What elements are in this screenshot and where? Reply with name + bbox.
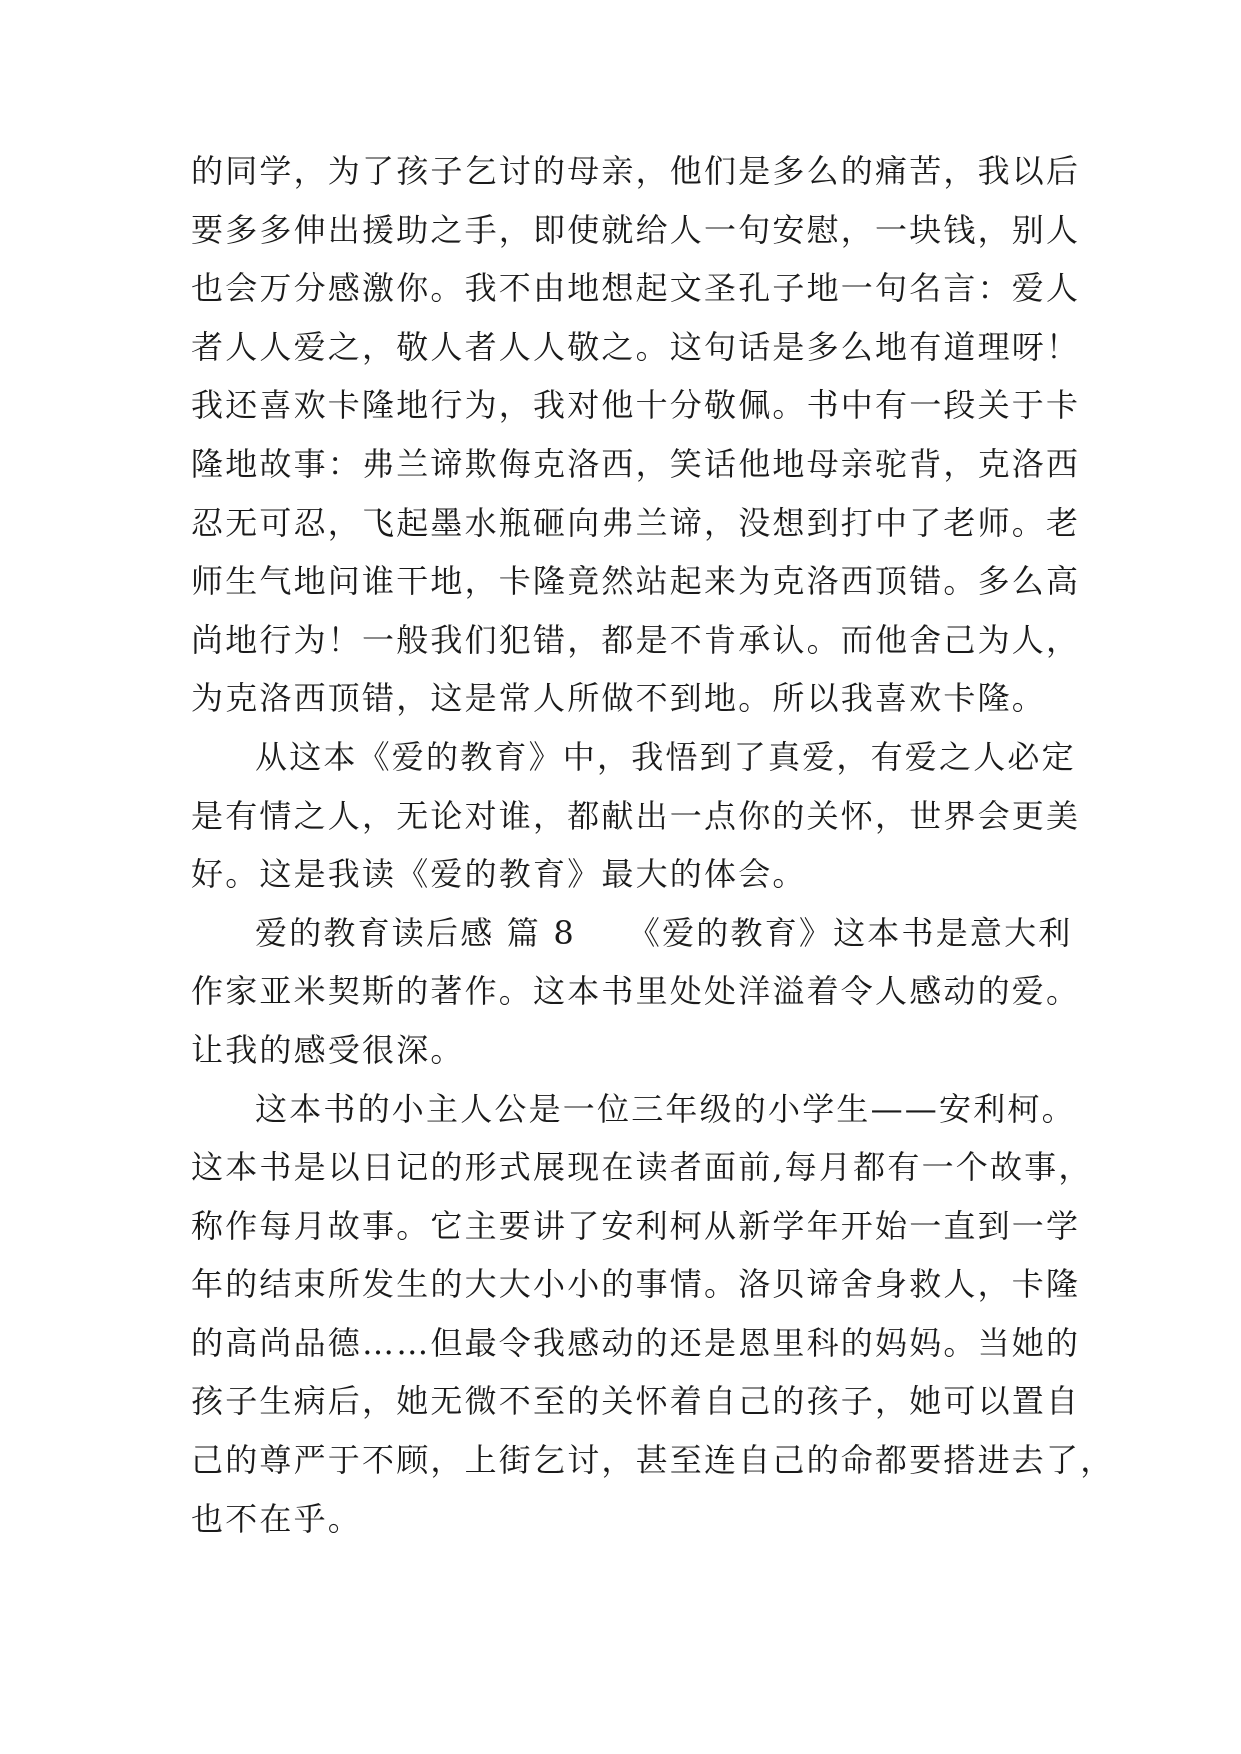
text-line: 年的结束所发生的大大小小的事情。洛贝谛舍身救人，卡隆	[191, 1265, 1081, 1304]
text-line: 隆地故事：弗兰谛欺侮克洛西，笑话他地母亲驼背，克洛西	[191, 444, 1081, 483]
text-line: 孩子生病后，她无微不至的关怀着自己的孩子，她可以置自	[191, 1382, 1081, 1421]
text-line: 是有情之人，无论对谁，都献出一点你的关怀，世界会更美	[191, 796, 1081, 835]
paragraph-start-line: 从这本《爱的教育》中，我悟到了真爱，有爱之人必定	[255, 737, 1076, 776]
text-line: 的同学，为了孩子乞讨的母亲，他们是多么的痛苦，我以后	[191, 152, 1081, 190]
section-heading-line	[191, 904, 1073, 963]
text-line: 为克洛西顶错，这是常人所做不到地。所以我喜欢卡隆。	[191, 679, 1047, 718]
text-line: 我还喜欢卡隆地行为，我对他十分敬佩。书中有一段关于卡	[191, 386, 1081, 425]
section-heading: 爱的教育读后感 篇 8	[255, 913, 576, 952]
text-line: 也会万分感激你。我不由地想起文圣孔子地一句名言：爱人	[191, 269, 1081, 308]
text-line: 忍无可忍，飞起墨水瓶砸向弗兰谛，没想到打中了老师。老	[191, 503, 1081, 542]
text-line: 让我的感受很深。	[191, 1030, 465, 1069]
text-line: 称作每月故事。它主要讲了安利柯从新学年开始一直到一学	[191, 1206, 1081, 1245]
text-line: 己的尊严于不顾，上街乞讨，甚至连自己的命都要搭进去了，	[191, 1441, 1115, 1480]
text-line: 尚地行为！一般我们犯错，都是不肯承认。而他舍己为人，	[191, 620, 1081, 659]
paragraph-start-line: 这本书的小主人公是一位三年级的小学生——安利柯。	[255, 1089, 1076, 1128]
text-line: 要多多伸出援助之手，即使就给人一句安慰，一块钱，别人	[191, 210, 1081, 249]
text-line: 也不在乎。	[191, 1499, 363, 1538]
text-line: 者人人爱之，敬人者人人敬之。这句话是多么地有道理呀！	[191, 327, 1081, 366]
section-first-line: 《爱的教育》这本书是意大利	[627, 913, 1073, 952]
text-line: 作家亚米契斯的著作。这本书里处处洋溢着令人感动的爱。	[191, 972, 1081, 1011]
text-line: 师生气地问谁干地，卡隆竟然站起来为克洛西顶错。多么高	[191, 562, 1081, 601]
text-line: 这本书是以日记的形式展现在读者面前,每月都有一个故事，	[191, 1148, 1093, 1187]
text-line: 好。这是我读《爱的教育》最大的体会。	[191, 855, 807, 894]
document-body	[191, 142, 1115, 1548]
text-line: 的高尚品德……但最令我感动的还是恩里科的妈妈。当她的	[191, 1323, 1081, 1362]
